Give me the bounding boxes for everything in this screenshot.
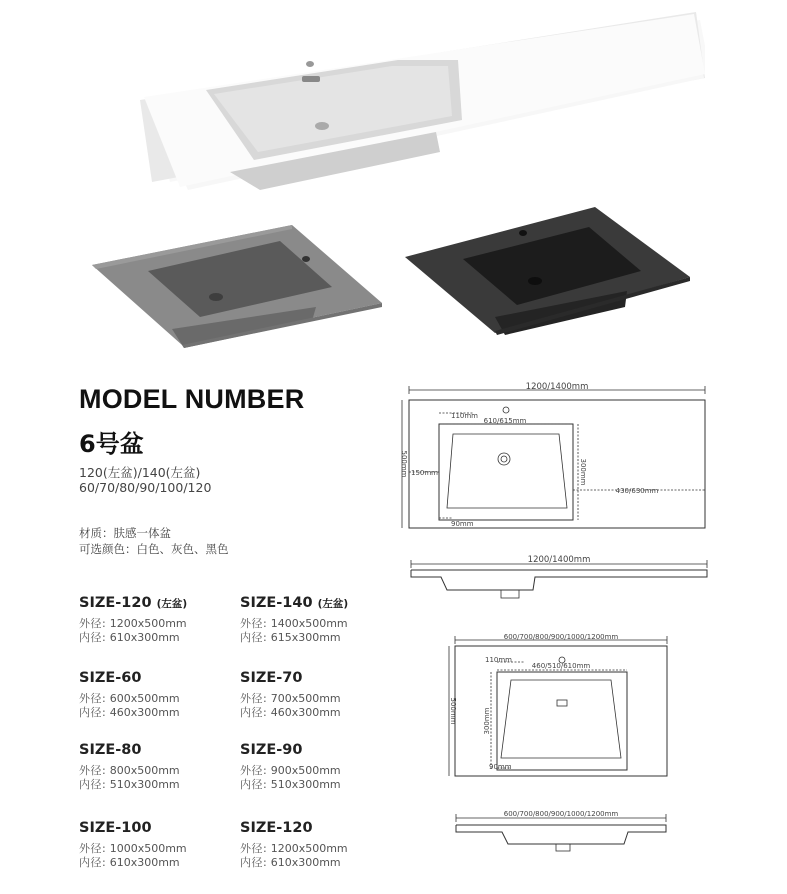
grey-basin-photo <box>92 225 382 348</box>
small-depth-label: 500mm <box>449 697 457 725</box>
size-title: SIZE-80 <box>79 742 142 758</box>
size-block <box>79 820 239 869</box>
outer-value: 700x500mm <box>270 692 341 705</box>
outer-label: 外径: <box>79 764 107 777</box>
inner-label: 内径: <box>240 855 268 869</box>
outer-value: 600x500mm <box>109 692 180 705</box>
inner-value: 510x300mm <box>109 777 180 791</box>
outer-label: 外径: <box>240 764 268 777</box>
outer-value: 1200x500mm <box>270 842 348 855</box>
inner-label: 内径: <box>79 630 107 644</box>
outer-label: 外径: <box>240 842 268 855</box>
small-inner-depth-label: 300mm <box>483 707 491 735</box>
large-inner-depth-label: 300mm <box>579 458 587 486</box>
variants-line-1: 120(左盆)/140(左盆) <box>79 465 201 480</box>
inner-label: 内径: <box>79 855 107 869</box>
white-basin-photo <box>140 12 705 190</box>
large-side-view-drawing <box>405 550 715 605</box>
black-basin-photo <box>405 207 690 335</box>
size-title: SIZE-120 <box>240 820 313 836</box>
small-side-width-label: 600/700/800/900/1000/1200mm <box>503 810 619 818</box>
size-title: SIZE-90 <box>240 742 303 758</box>
inner-value: 460x300mm <box>109 705 180 719</box>
size-block <box>240 595 400 644</box>
outer-label: 外径: <box>240 692 268 705</box>
size-suffix: (左盆) <box>317 598 349 610</box>
inner-value: 610x300mm <box>270 855 341 869</box>
size-suffix: (左盆) <box>156 598 188 610</box>
large-edge-left-label: 150mm <box>411 469 438 477</box>
size-block <box>79 670 239 719</box>
large-edge-right-label: 430/630mm <box>615 487 659 495</box>
inner-label: 内径: <box>79 705 107 719</box>
large-edge-bottom-label: 90mm <box>451 520 474 528</box>
size-title: SIZE-140 <box>240 595 313 611</box>
size-block <box>240 670 400 719</box>
outer-value: 800x500mm <box>109 764 180 777</box>
small-edge-bottom-label: 90mm <box>489 763 512 771</box>
large-top-view-drawing <box>395 380 720 540</box>
outer-value: 900x500mm <box>270 764 341 777</box>
outer-value: 1400x500mm <box>270 617 348 630</box>
small-width-label: 600/700/800/900/1000/1200mm <box>503 633 619 641</box>
size-block <box>240 820 400 869</box>
large-inner-width-label: 610/615mm <box>483 417 527 425</box>
size-block <box>79 742 239 791</box>
inner-value: 610x300mm <box>109 855 180 869</box>
large-width-label: 1200/1400mm <box>525 382 589 392</box>
size-title: SIZE-70 <box>240 670 303 686</box>
outer-label: 外径: <box>79 842 107 855</box>
outer-label: 外径: <box>79 617 107 630</box>
inner-label: 内径: <box>240 705 268 719</box>
colors-text: 可选颜色：白色、灰色、黑色 <box>79 542 229 556</box>
small-top-view-drawing <box>445 632 675 780</box>
small-edge-top-label: 110mm <box>485 656 512 664</box>
inner-value: 460x300mm <box>270 705 341 719</box>
variants-line-2: 60/70/80/90/100/120 <box>79 480 212 495</box>
inner-label: 内径: <box>79 777 107 791</box>
large-side-width-label: 1200/1400mm <box>527 555 591 565</box>
outer-label: 外径: <box>240 617 268 630</box>
size-title: SIZE-60 <box>79 670 142 686</box>
small-inner-width-label: 460/510/610mm <box>531 662 591 670</box>
size-block <box>79 595 239 644</box>
inner-value: 610x300mm <box>109 630 180 644</box>
inner-label: 内径: <box>240 630 268 644</box>
material-text: 材质：肤感一体盆 <box>79 526 171 540</box>
size-block <box>240 742 400 791</box>
large-depth-label: 500mm <box>400 450 408 478</box>
model-name: 6号盆 <box>79 430 144 458</box>
inner-value: 615x300mm <box>270 630 341 644</box>
size-title: SIZE-120 <box>79 595 152 611</box>
small-side-view-drawing <box>450 808 672 858</box>
inner-label: 内径: <box>240 777 268 791</box>
outer-value: 1200x500mm <box>109 617 187 630</box>
size-title: SIZE-100 <box>79 820 152 836</box>
outer-label: 外径: <box>79 692 107 705</box>
inner-value: 510x300mm <box>270 777 341 791</box>
outer-value: 1000x500mm <box>109 842 187 855</box>
model-number-label: MODEL NUMBER <box>79 384 305 414</box>
large-edge-top-label: 110mm <box>451 412 478 420</box>
